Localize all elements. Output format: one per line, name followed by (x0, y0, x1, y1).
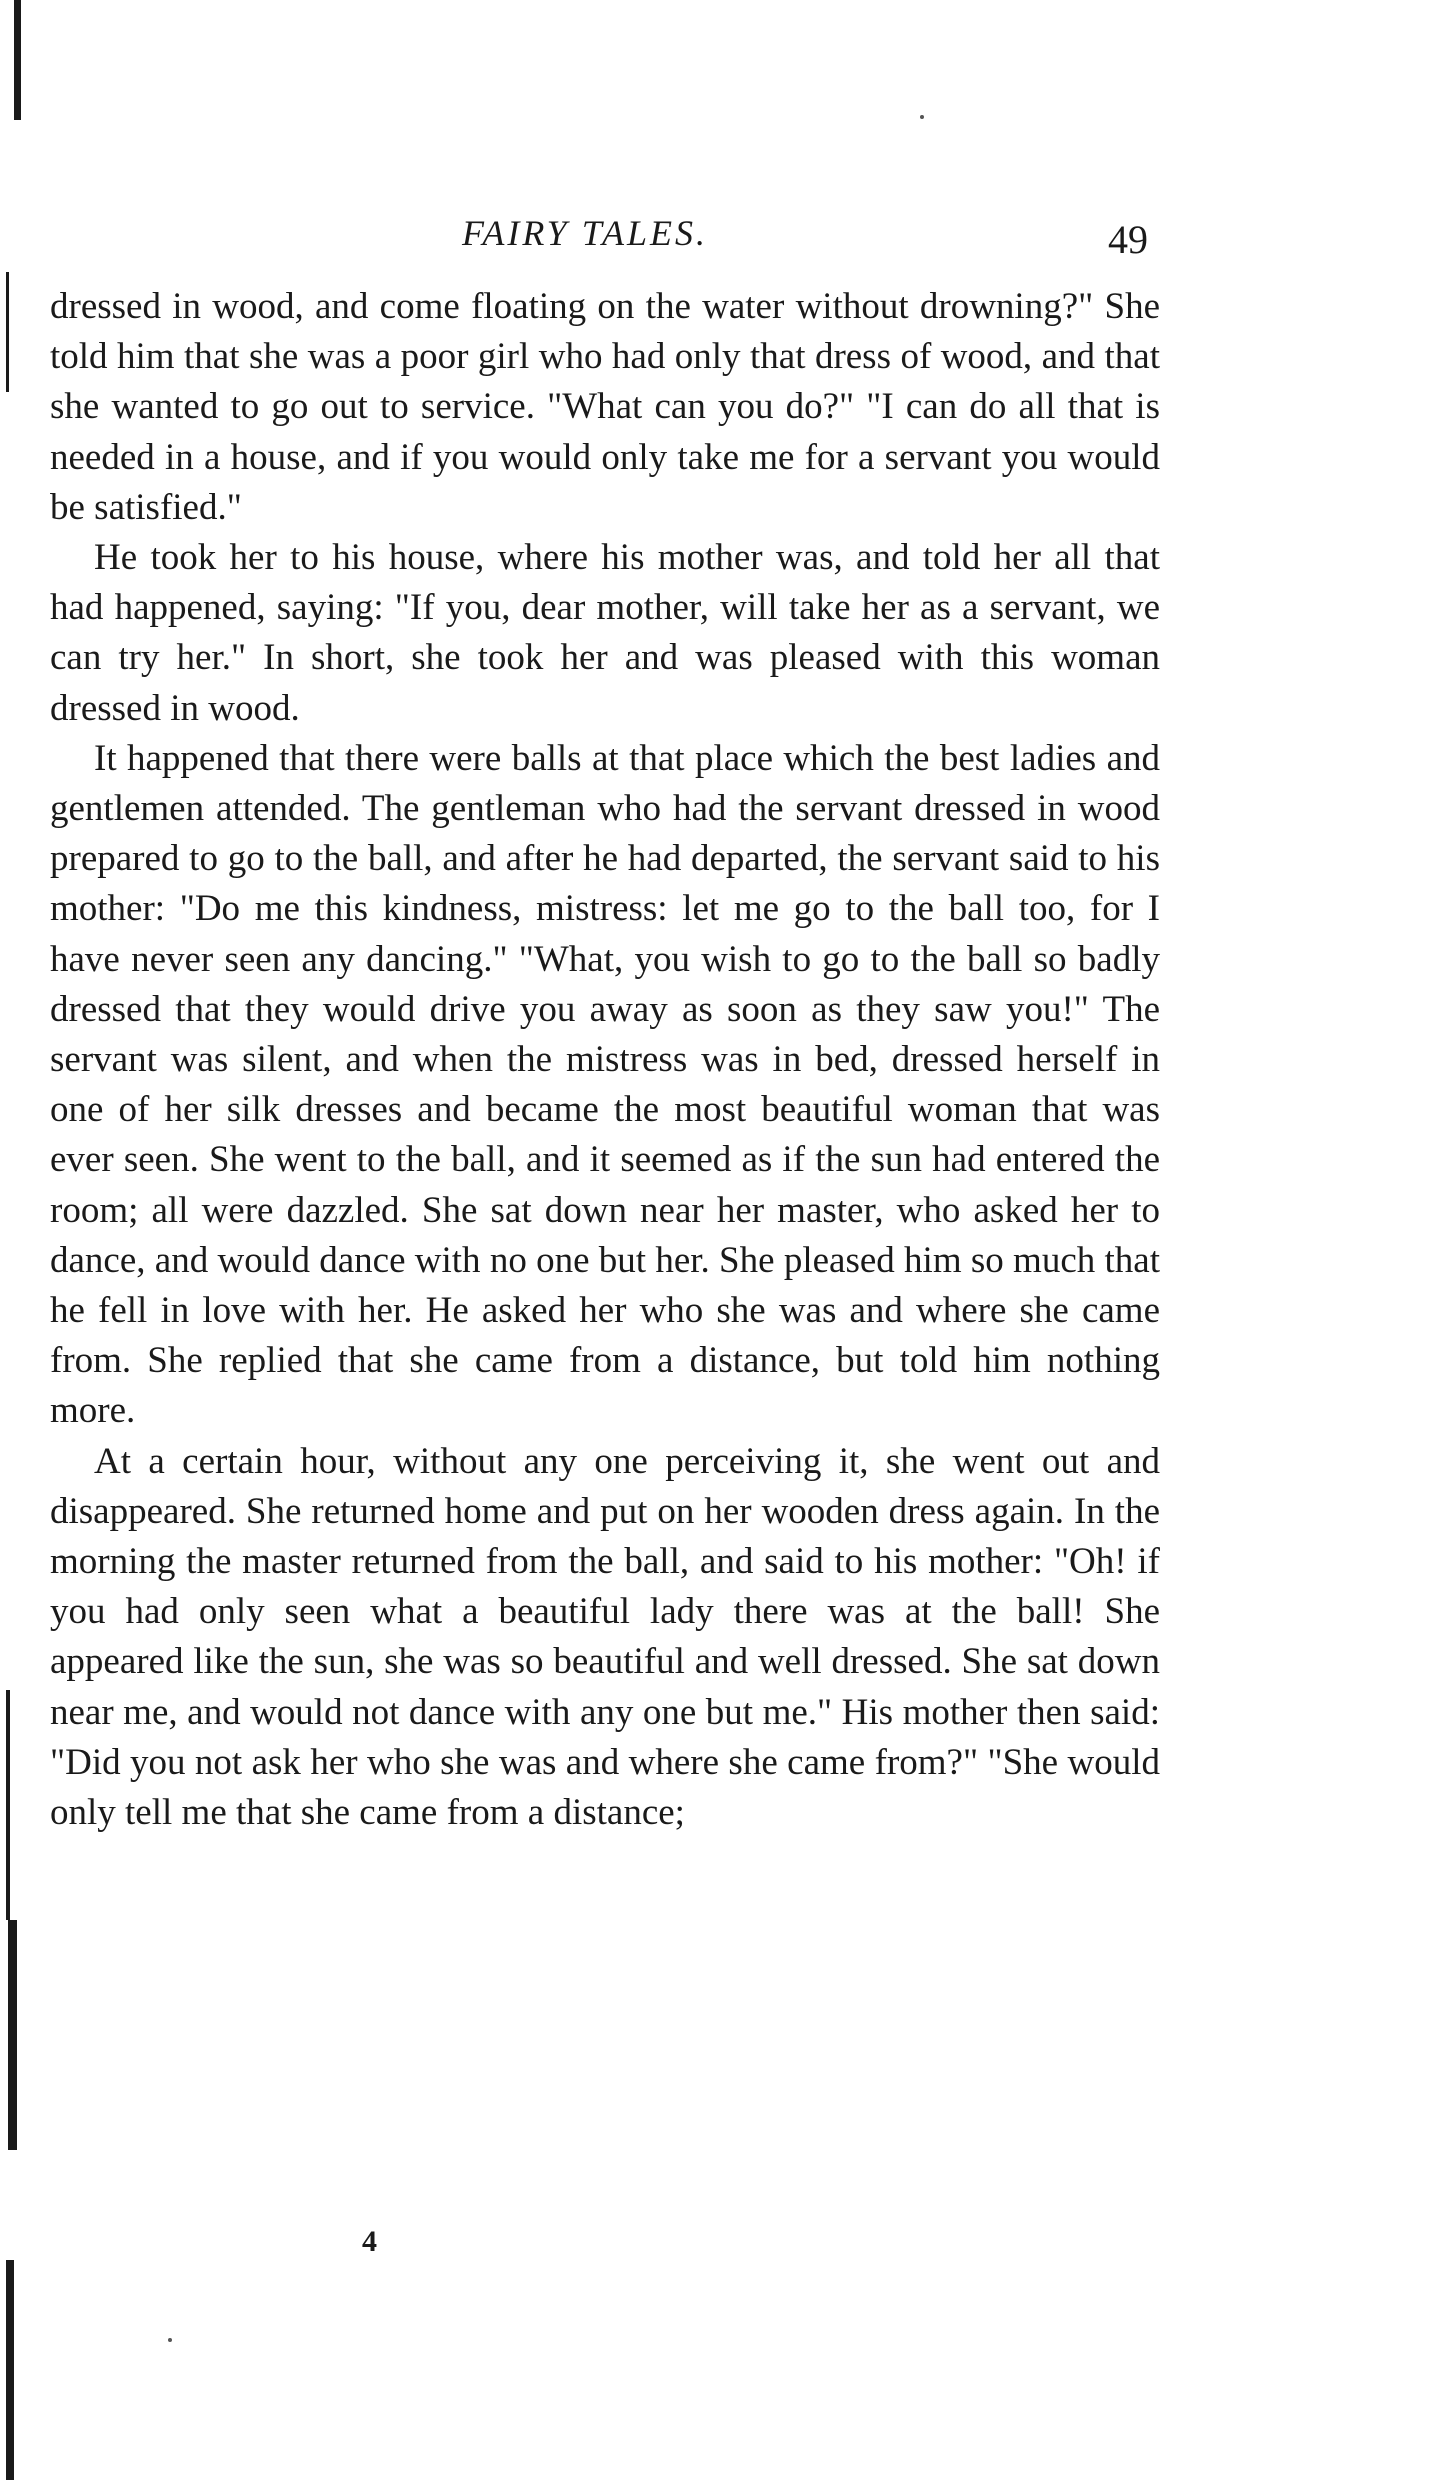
paragraph: dressed in wood, and come floating on the water without drowning?" She told him that she was a poor girl who had only that dress of wood, and that she wanted to go out to service. "What can you do?" "I can do all that is needed in a house, and if you would only take me for a servant you would be satisfied." (50, 286, 1160, 528)
paragraph: It happened that there were balls at that place which the best ladies and gentlemen attended. The gentleman who had the servant dressed in wood prepared to go to the ball, and after he had departed, the servant said to his mother: "Do me this kindness, mistress: let me go to the ball too, for I have never seen any dancing." "What, you wish to go to the ball so badly dressed that they would drive you away as soon as they saw you!" The servant was silent, and when the mistress was in bed, dressed herself in one of her silk dresses and became the most beautiful woman that was ever seen. She went to the ball, and it seemed as if the sun had entered the room; all were dazzled. She sat down near her master, who asked her to dance, and would dance with no one but her. She pleased him so much that he fell in love with her. He asked her who she was and where she came from. She replied that she came from a distance, but told him nothing more. (50, 737, 1160, 1432)
paper-speck (168, 2338, 172, 2342)
paragraph: At a certain hour, without any one perceiving it, she went out and disappeared. She returned home and put on her wooden dress again. In the morning the master returned from the ball, and said to his mother: "Oh! if you had only seen what a beautiful lady there was at the ball! She appeared like the sun, she was so beautiful and well dressed. She sat down near me, and would not dance with any one but me." His mother then said: "Did you not ask her who she was and where she came from?" "She would only tell me that she came from a distance; (50, 1440, 1160, 1834)
binding-edge-mark (6, 2260, 14, 2480)
page-number: 49 (1108, 217, 1148, 262)
running-head (0, 212, 1445, 272)
binding-edge-mark (6, 272, 9, 392)
paper-speck (920, 115, 924, 119)
paragraph: He took her to his house, where his mother was, and told her all that had happened, saying: "If you, dear mother, will take her as a servant, we can try her." In short, she took her and was pleased with this woman dressed in wood. (50, 537, 1160, 729)
binding-edge-mark (6, 1690, 10, 1920)
binding-edge-mark (8, 1920, 17, 2150)
running-title: FAIRY TALES. (462, 213, 709, 253)
binding-edge-mark (14, 0, 21, 120)
body-text (50, 282, 1160, 1838)
signature-mark: 4 (362, 2225, 377, 2258)
